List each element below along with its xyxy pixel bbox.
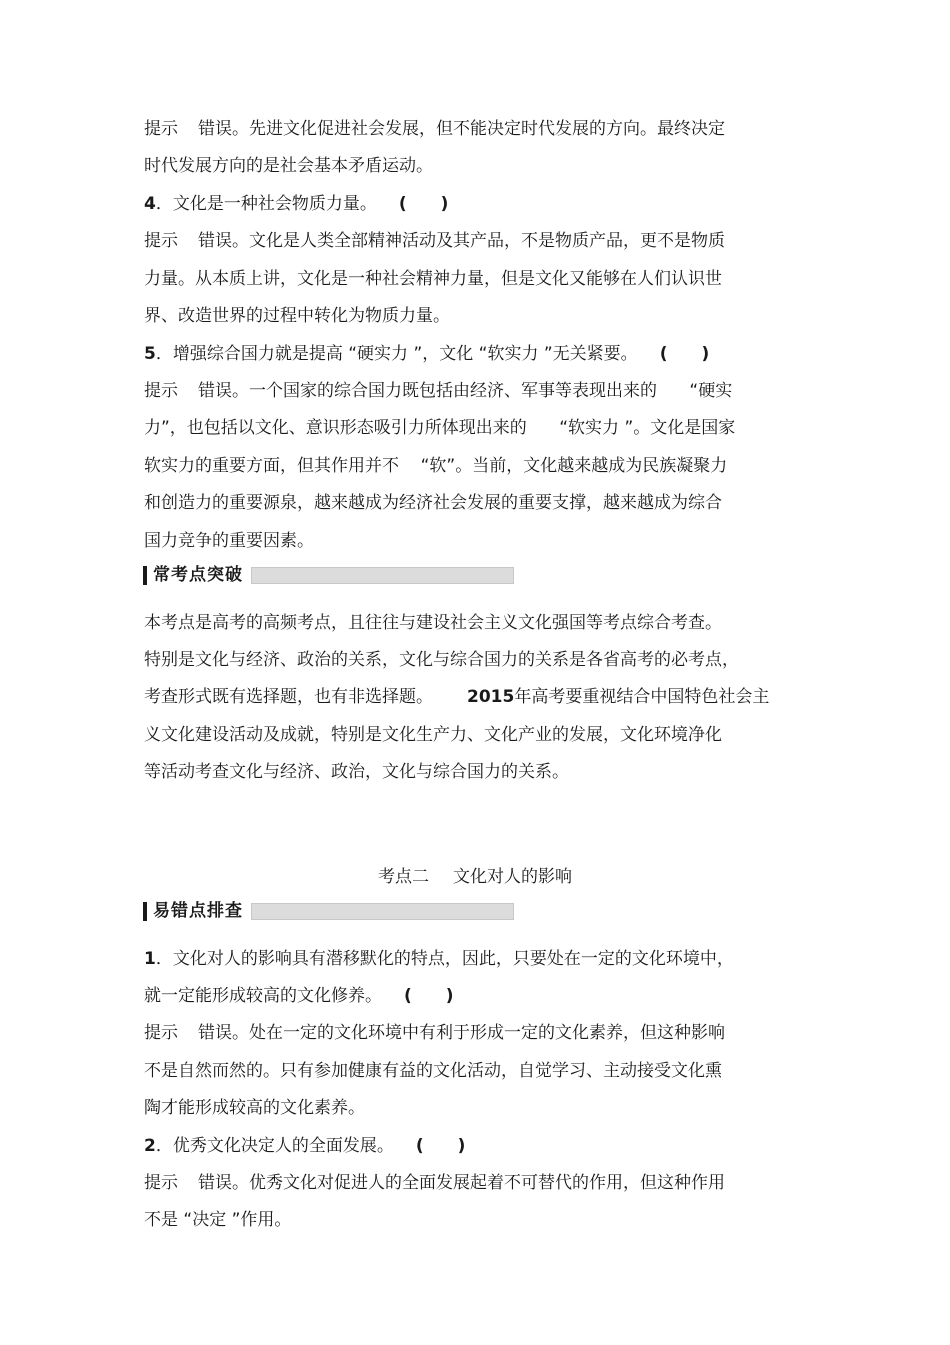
topic-title: 考点二 文化对人的影响 [378,867,572,887]
answer-paren: ( ) [659,344,710,364]
hint3-line2: 时代发展方向的是社会基本矛盾运动。 [144,156,433,176]
para1-line2: 特别是文化与经济、政治的关系，文化与综合国力的关系是各省高考的必考点， [144,650,739,670]
section-title: 易错点排查 [153,901,243,921]
hint5-line5: 国力竞争的重要因素。 [144,531,314,551]
question-5: 5．增强综合国力就是提高 “硬实力 ”，文化 “软实力 ”无关紧要。 ( ) [144,344,710,364]
hint5-line3: 软实力的重要方面，但其作用并不 “软”。当前，文化越来越成为民族凝聚力 [144,456,728,476]
question-4: 4．文化是一种社会物质力量。 ( ) [144,194,449,214]
question-number: 5 [144,344,156,364]
question-1-line2: 就一定能形成较高的文化修养。 ( ) [144,986,454,1006]
hint4-line1: 提示 错误。文化是人类全部精神活动及其产品，不是物质产品，更不是物质 [144,231,725,251]
answer-paren: ( ) [404,986,454,1006]
hint4-line2: 力量。从本质上讲，文化是一种社会精神力量，但是文化又能够在人们认识世 [144,269,722,289]
hint1-line1: 提示 错误。处在一定的文化环境中有利于形成一定的文化素养，但这种影响 [144,1023,725,1043]
hint2-line1: 提示 错误。优秀文化对促进人的全面发展起着不可替代的作用，但这种作用 [144,1173,725,1193]
para1-line3: 考查形式既有选择题，也有非选择题。 2015年高考要重视结合中国特色社会主 [144,687,770,707]
section-title: 常考点突破 [153,565,243,585]
section-header-frequent [143,564,514,586]
para1-line5: 等活动考查文化与经济、政治，文化与综合国力的关系。 [144,762,569,782]
year: 2015 [467,687,515,707]
question-1: 1．文化对人的影响具有潜移默化的特点，因此，只要处在一定的文化环境中， [144,949,734,969]
section-rule [251,567,514,584]
question-number: 4 [144,194,156,214]
answer-paren: ( ) [415,1136,466,1156]
hint3-line1: 提示 错误。先进文化促进社会发展，但不能决定时代发展的方向。最终决定 [144,119,725,139]
section-header-errors [143,900,514,922]
hint-label: 提示 [144,1023,178,1043]
section-bar [143,902,147,921]
hint1-line2: 不是自然而然的。只有参加健康有益的文化活动，自觉学习、主动接受文化熏 [144,1061,722,1081]
para1-line1: 本考点是高考的高频考点，且往往与建设社会主义文化强国等考点综合考查。 [144,613,722,633]
question-2: 2．优秀文化决定人的全面发展。 ( ) [144,1136,466,1156]
hint2-line2: 不是 “决定 ”作用。 [144,1210,292,1230]
hint-label: 提示 [144,119,178,139]
hint4-line3: 界、改造世界的过程中转化为物质力量。 [144,306,450,326]
section-bar [143,566,147,585]
hint5-line1: 提示 错误。一个国家的综合国力既包括由经济、军事等表现出来的 “硬实 [144,381,733,401]
hint1-line3: 陶才能形成较高的文化素养。 [144,1098,365,1118]
question-number: 2 [144,1136,156,1156]
answer-paren: ( ) [398,194,449,214]
hint5-line2: 力”，也包括以文化、意识形态吸引力所体现出来的 “软实力 ”。文化是国家 [144,418,736,438]
hint-label: 提示 [144,231,178,251]
para1-line4: 义文化建设活动及成就，特别是文化生产力、文化产业的发展，文化环境净化 [144,725,722,745]
hint5-line4: 和创造力的重要源泉，越来越成为经济社会发展的重要支撑，越来越成为综合 [144,493,722,513]
hint-label: 提示 [144,1173,178,1193]
question-number: 1 [144,949,156,969]
hint-label: 提示 [144,381,178,401]
section-rule [251,903,514,920]
